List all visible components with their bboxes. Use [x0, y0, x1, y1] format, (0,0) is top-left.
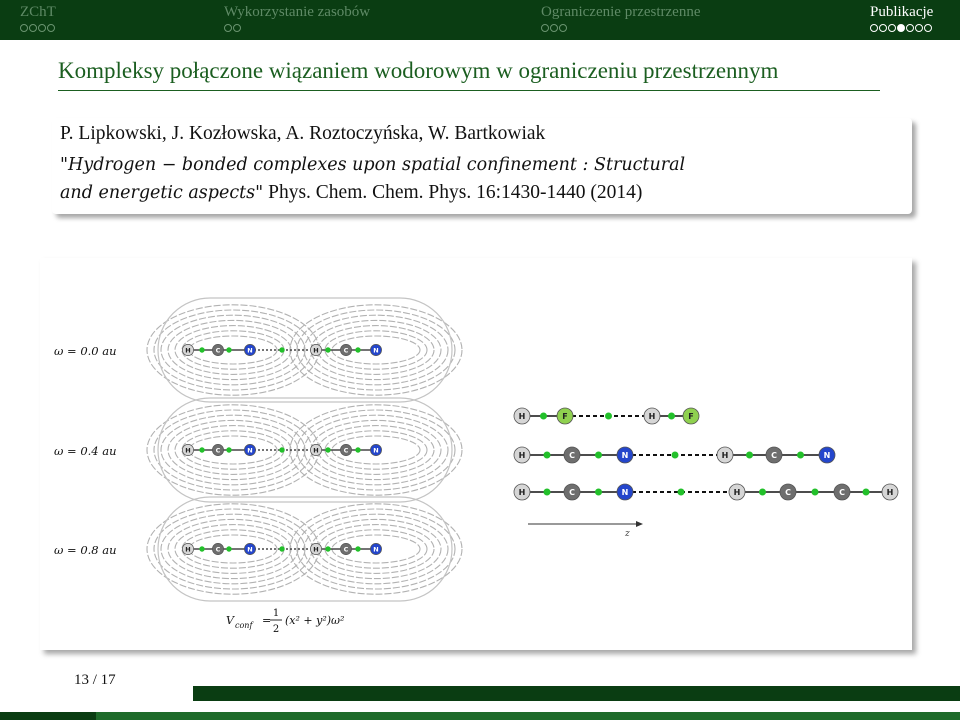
- atom-label: H: [185, 545, 191, 554]
- bond-critical-point: [325, 546, 330, 551]
- citation-authors: P. Lipkowski, J. Kozłowska, A. Roztoczyńska, W. Bartkowiak: [60, 123, 546, 144]
- nav-dot[interactable]: [879, 24, 887, 32]
- bond-critical-point: [279, 347, 284, 352]
- axis-arrowhead: [636, 521, 643, 527]
- equation-numerator: 1: [272, 608, 280, 619]
- atom-label: H: [733, 488, 741, 497]
- bond-critical-point: [226, 546, 231, 551]
- contour-plot: [54, 497, 462, 601]
- atom-label: N: [247, 545, 253, 554]
- nav-dot[interactable]: [38, 24, 46, 32]
- nav-dots-zcht[interactable]: [20, 24, 55, 32]
- bond-critical-point: [605, 413, 612, 420]
- bond-critical-point: [544, 489, 551, 496]
- atom-label: H: [313, 545, 319, 554]
- nav-dot[interactable]: [224, 24, 232, 32]
- atom-label: H: [185, 346, 191, 355]
- atom-label: H: [185, 446, 191, 455]
- bond-critical-point: [812, 489, 819, 496]
- nav-section-ograniczenie[interactable]: Ograniczenie przestrzenne: [541, 4, 701, 20]
- equation-rhs: (x² + y²)ω²: [285, 614, 345, 627]
- footer-bar: [193, 686, 960, 701]
- footer-strip-right: [96, 712, 960, 720]
- bond-critical-point: [199, 546, 204, 551]
- navigation-bar: [0, 0, 960, 40]
- bond-critical-point: [279, 447, 284, 452]
- bond-critical-point: [226, 347, 231, 352]
- atom-label: H: [648, 412, 656, 421]
- nav-dot[interactable]: [29, 24, 37, 32]
- atom-label: F: [562, 412, 568, 421]
- nav-dots-ograniczenie[interactable]: [541, 24, 567, 32]
- contour-plot: [54, 398, 462, 502]
- bond-critical-point: [279, 546, 284, 551]
- nav-section-publikacje[interactable]: Publikacje: [870, 4, 934, 20]
- atom-label: C: [343, 545, 349, 554]
- atom-label: C: [215, 346, 221, 355]
- nav-dots-wykorzystanie[interactable]: [224, 24, 241, 32]
- atom-label: N: [621, 488, 629, 497]
- figure-panel: [40, 258, 912, 650]
- molecular-complex-figure: [40, 258, 912, 650]
- atom-label: H: [518, 412, 526, 421]
- atom-label: H: [313, 346, 319, 355]
- atom-label: N: [373, 545, 379, 554]
- bond-critical-point: [672, 452, 679, 459]
- atom-label: C: [343, 346, 349, 355]
- omega-label: ω = 0.4 au: [54, 444, 117, 458]
- molecule-row: [514, 408, 699, 424]
- atom-label: C: [569, 488, 575, 497]
- equation-subscript: conf: [235, 621, 253, 630]
- citation-title-line2: and energetic aspects" Phys. Chem. Chem. Phys. 16:1430-1440 (2014): [60, 182, 643, 203]
- bond-critical-point: [544, 452, 551, 459]
- footer-strip-left: [0, 712, 96, 720]
- contour-plot: [54, 298, 462, 402]
- axis-label: z: [625, 529, 630, 539]
- atom-label: C: [215, 545, 221, 554]
- nav-dot[interactable]: [20, 24, 28, 32]
- atom-label: H: [518, 451, 526, 460]
- page-number: 13 / 17: [74, 672, 116, 688]
- atom-label: F: [688, 412, 694, 421]
- nav-section-zcht[interactable]: ZChT: [20, 4, 56, 20]
- nav-dot[interactable]: [915, 24, 923, 32]
- bond-critical-point: [325, 447, 330, 452]
- atom-label: H: [886, 488, 894, 497]
- atom-label: H: [518, 488, 526, 497]
- bond-critical-point: [863, 489, 870, 496]
- equation-equals: =: [262, 614, 272, 627]
- nav-dots-publikacje[interactable]: [870, 24, 932, 32]
- atom-label: C: [343, 446, 349, 455]
- nav-dot[interactable]: [924, 24, 932, 32]
- nav-dot[interactable]: [559, 24, 567, 32]
- atom-label: C: [215, 446, 221, 455]
- z-axis: [528, 521, 643, 539]
- title-rule: [58, 90, 880, 91]
- bond-critical-point: [746, 452, 753, 459]
- nav-dot[interactable]: [550, 24, 558, 32]
- nav-dot[interactable]: [47, 24, 55, 32]
- molecule-row: [514, 447, 835, 463]
- bond-critical-point: [325, 347, 330, 352]
- equation-lhs: V: [226, 614, 234, 627]
- atom-label: C: [569, 451, 575, 460]
- atom-label: H: [313, 446, 319, 455]
- omega-label: ω = 0.0 au: [54, 344, 117, 358]
- nav-dot[interactable]: [888, 24, 896, 32]
- nav-dot[interactable]: [906, 24, 914, 32]
- atom-label: C: [771, 451, 777, 460]
- bond-critical-point: [226, 447, 231, 452]
- bond-critical-point: [759, 489, 766, 496]
- atom-label: N: [247, 446, 253, 455]
- molecule-row: [514, 484, 898, 500]
- atom-label: N: [247, 346, 253, 355]
- bond-critical-point: [540, 413, 547, 420]
- nav-dot[interactable]: [897, 24, 905, 32]
- nav-dot[interactable]: [233, 24, 241, 32]
- bond-critical-point: [595, 489, 602, 496]
- atom-label: N: [621, 451, 629, 460]
- omega-label: ω = 0.8 au: [54, 543, 117, 557]
- citation-block: [52, 118, 912, 214]
- bond-critical-point: [355, 347, 360, 352]
- frame-title: Kompleksy połączone wiązaniem wodorowym w ograniczeniu przestrzennym: [58, 58, 779, 83]
- atom-label: C: [839, 488, 845, 497]
- bond-critical-point: [199, 447, 204, 452]
- equation-denominator: 2: [272, 624, 280, 635]
- atom-label: C: [785, 488, 791, 497]
- bond-critical-point: [797, 452, 804, 459]
- atom-label: N: [373, 346, 379, 355]
- bond-critical-point: [199, 347, 204, 352]
- nav-dot[interactable]: [541, 24, 549, 32]
- bond-critical-point: [355, 447, 360, 452]
- bond-critical-point: [668, 413, 675, 420]
- atom-label: H: [721, 451, 729, 460]
- nav-dot[interactable]: [870, 24, 878, 32]
- atom-label: N: [823, 451, 831, 460]
- citation-title-line1: "Hydrogen − bonded complexes upon spatial confinement : Structural: [60, 155, 686, 175]
- atom-label: N: [373, 446, 379, 455]
- nav-section-wykorzystanie[interactable]: Wykorzystanie zasobów: [224, 4, 371, 20]
- bond-critical-point: [595, 452, 602, 459]
- bond-critical-point: [678, 489, 685, 496]
- confinement-potential-equation: [226, 608, 344, 635]
- bond-critical-point: [355, 546, 360, 551]
